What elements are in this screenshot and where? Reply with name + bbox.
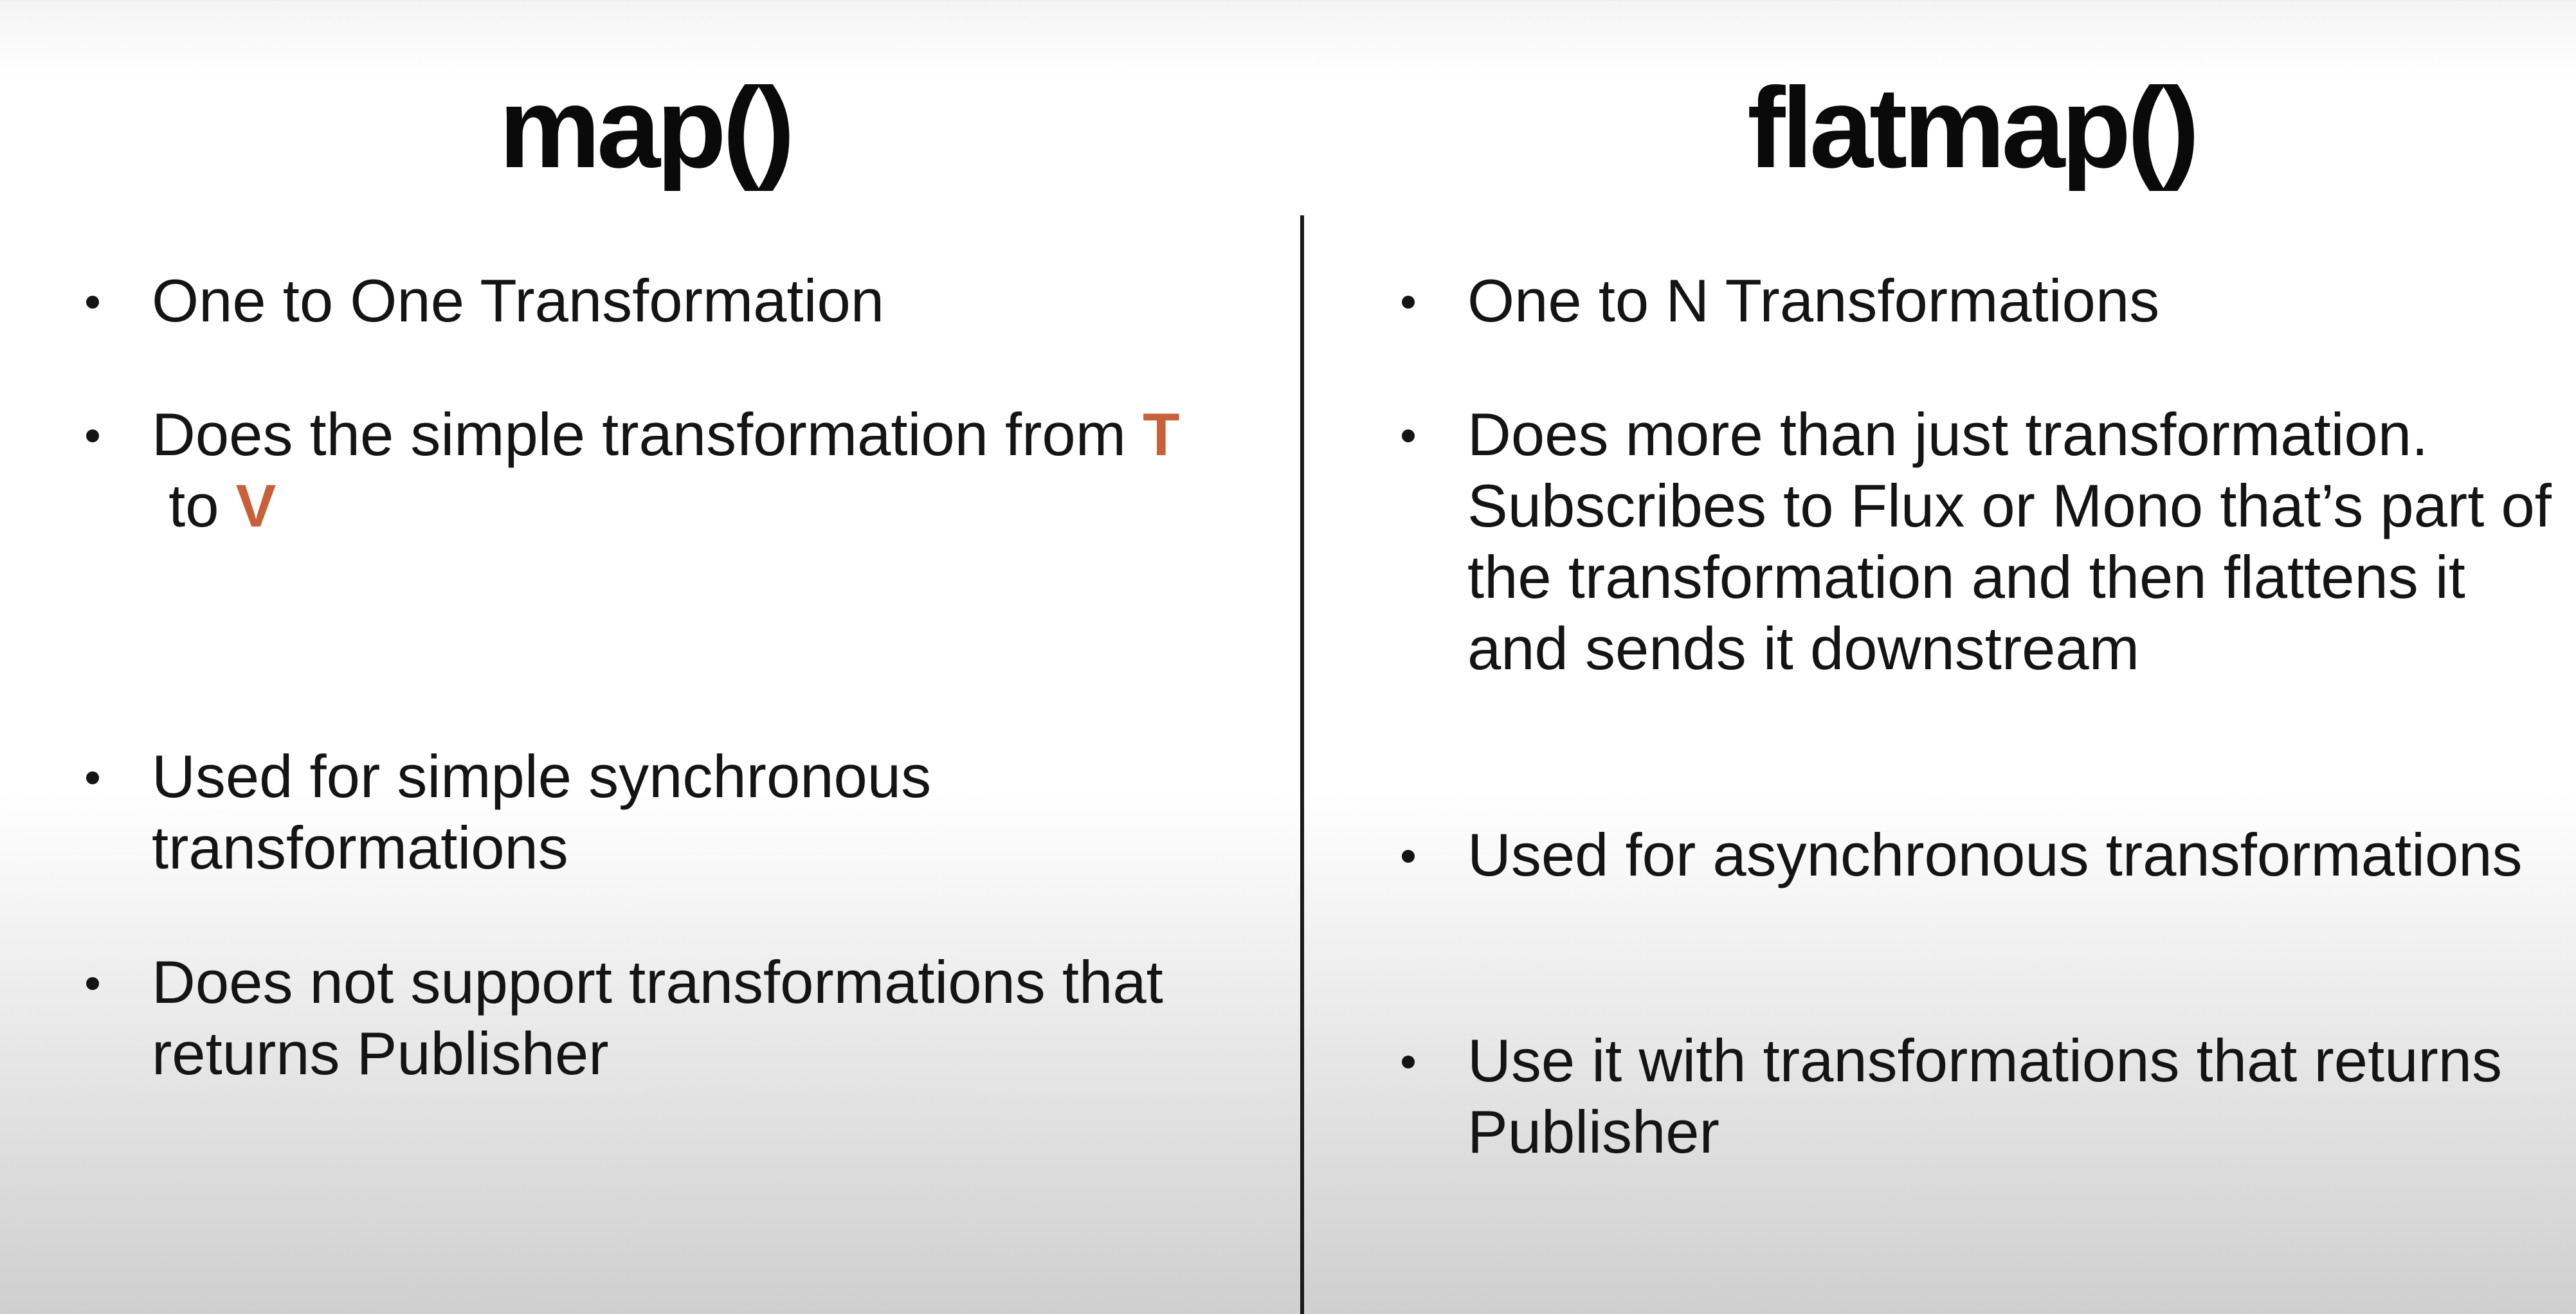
map-bullet-2 [87,399,1283,541]
bullet-text: Does not support transformations that returns Publisher [152,948,1163,1087]
map-title: map() [498,64,792,192]
bullet-text [152,399,1283,541]
bullet-text: One to N Transformations [1467,267,2160,334]
type-t-label: T [1143,401,1180,468]
column-divider [1300,215,1304,1314]
bullet-text: Used for asynchronous transformations [1467,821,2523,888]
bullet-text-joiner: to [152,472,236,539]
map-bullet-1 [87,265,1283,336]
bullet-text: One to One Transformation [152,267,885,334]
flatmap-bullet-3 [1403,819,2561,890]
flatmap-bullet-4 [1403,1025,2561,1167]
flatmap-bullet-2 [1403,399,2561,684]
bullet-text: Use it with transformations that returns Publisher [1467,1027,2503,1166]
flatmap-title: flatmap() [1747,64,2196,192]
map-bullet-3 [87,741,1283,883]
bullet-text: Used for simple synchronous transformations [152,742,932,881]
bullet-text-prefix: Does the simple transformation from [152,401,1143,468]
map-bullet-4 [87,946,1283,1089]
flatmap-bullet-1 [1403,265,2561,336]
bullet-text: Does more than just transformation. Subscribes to Flux or Mono that’s part of the transformation and then flattens it and sends it downstream [1467,401,2552,682]
type-v-label: V [235,472,277,539]
